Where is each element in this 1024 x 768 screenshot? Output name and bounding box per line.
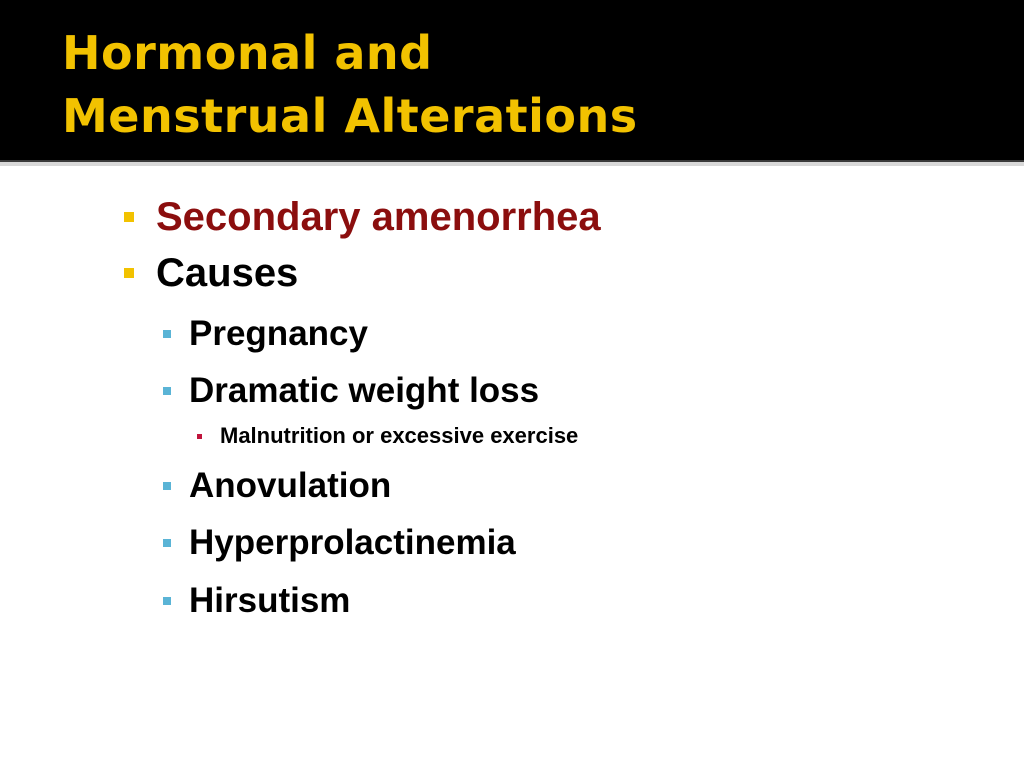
bullet-causes bbox=[124, 249, 298, 297]
bullet-anovulation bbox=[163, 465, 391, 507]
bullet-text: Malnutrition or excessive exercise bbox=[220, 423, 579, 448]
square-bullet-icon bbox=[124, 212, 134, 222]
square-bullet-icon bbox=[197, 434, 202, 439]
bullet-text: Dramatic weight loss bbox=[189, 371, 540, 410]
slide-title bbox=[62, 22, 638, 148]
square-bullet-icon bbox=[163, 482, 171, 490]
bullet-pregnancy bbox=[163, 313, 368, 355]
square-bullet-icon bbox=[163, 330, 171, 338]
title-divider-shadow bbox=[0, 162, 1024, 166]
title-band bbox=[0, 0, 1024, 160]
square-bullet-icon bbox=[163, 597, 171, 605]
square-bullet-icon bbox=[124, 268, 134, 278]
bullet-text: Secondary amenorrhea bbox=[156, 195, 601, 239]
slide-title-line-1: Hormonal and bbox=[62, 26, 433, 80]
bullet-malnutrition bbox=[197, 422, 578, 450]
slide-title-line-2: Menstrual Alterations bbox=[62, 89, 638, 143]
square-bullet-icon bbox=[163, 539, 171, 547]
bullet-hirsutism bbox=[163, 580, 350, 622]
bullet-text: Hyperprolactinemia bbox=[189, 523, 516, 562]
square-bullet-icon bbox=[163, 387, 171, 395]
bullet-text: Pregnancy bbox=[189, 314, 368, 353]
bullet-hyperprolactinemia bbox=[163, 522, 516, 564]
bullet-text: Anovulation bbox=[189, 466, 392, 505]
bullet-dramatic-weight-loss bbox=[163, 370, 539, 412]
bullet-text: Causes bbox=[156, 251, 299, 295]
bullet-secondary-amenorrhea bbox=[124, 193, 601, 241]
bullet-text: Hirsutism bbox=[189, 581, 351, 620]
